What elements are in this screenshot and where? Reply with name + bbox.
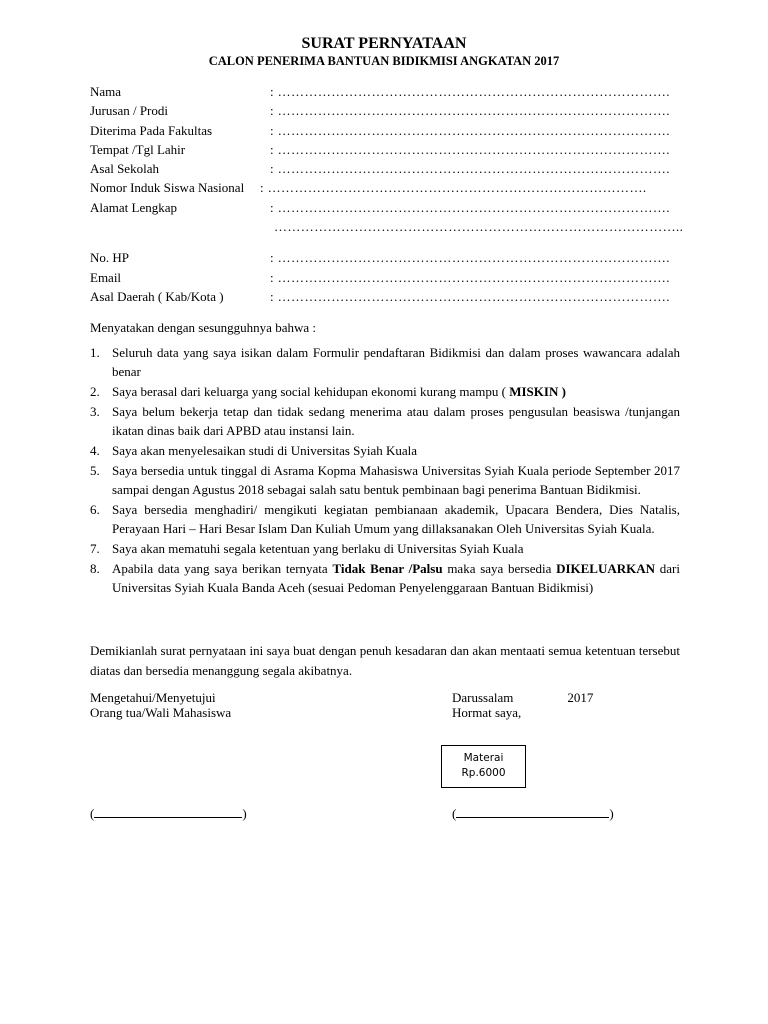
statement-number: 5. xyxy=(90,462,100,478)
stamp-duty-box xyxy=(441,745,526,788)
statement-text: Saya belum bekerja tetap dan tidak sedang menerima atau dalam proses pengusulan beasiswa /tunjangan ikatan dinas baik dari APBD atau instansi lain. xyxy=(112,403,680,439)
statement-text: dari Universitas Syiah Kuala Banda Aceh (sesuai Pedoman Penyelenggaraan Bantuan Bidikmisi) xyxy=(112,560,680,596)
student-signature-line xyxy=(452,804,614,823)
field-fill-line[interactable]: : ……………………………………………………………………………. xyxy=(270,122,670,138)
identity-fields xyxy=(90,82,690,306)
field-row xyxy=(90,159,690,178)
field-row xyxy=(90,140,690,159)
field-fill-line[interactable]: : ……………………………………………………………………………. xyxy=(270,269,670,285)
statement-item xyxy=(90,382,680,401)
field-fill-line[interactable]: : …………………………………………………………………………. xyxy=(260,180,647,196)
field-fill-line[interactable]: : ……………………………………………………………………………. xyxy=(270,288,670,304)
statement-item xyxy=(90,402,680,441)
statement-emphasis: Tidak Benar /Palsu xyxy=(332,560,443,576)
statement-emphasis: MISKIN xyxy=(509,384,559,400)
intro-text: Menyatakan dengan sesungguhnya bahwa : xyxy=(90,320,316,335)
field-row xyxy=(90,268,690,287)
student-block xyxy=(452,690,593,720)
document-title: SURAT PERNYATAAN xyxy=(301,35,467,52)
statement-text: Saya akan menyelesaikan studi di Universitas Syiah Kuala xyxy=(112,442,418,458)
field-label: No. HP xyxy=(90,250,130,266)
field-row xyxy=(90,121,690,140)
close-paren: ) xyxy=(242,806,247,821)
closing-paragraph: Demikianlah surat pernyataan ini saya buat dengan penuh kesadaran dan akan mentaati semua ketentuan tersebut diatas dan bersedia menanggung segala akibatnya. xyxy=(90,643,680,678)
open-paren: ( xyxy=(452,806,457,821)
signature-underline xyxy=(456,805,609,818)
statement-number: 6. xyxy=(90,501,100,517)
field-fill-line[interactable]: : ……………………………………………………………………………. xyxy=(270,103,670,119)
field-fill-line[interactable]: ……………………………………………………………………………….. xyxy=(274,219,684,235)
statement-number: 8. xyxy=(90,560,100,576)
statement-number: 1. xyxy=(90,345,100,360)
field-label: Asal Daerah ( Kab/Kota ) xyxy=(90,288,224,304)
statement-list xyxy=(90,343,680,598)
statement-text: Saya bersedia untuk tinggal di Asrama Kopma Mahasiswa Universitas Syiah Kuala periode September 2017 sampai dengan Agustus 2018 sebagai salah satu bentuk pembinaan bagi penerima Bantuan Bidikmisi. xyxy=(112,462,680,498)
statement-text: maka saya bersedia xyxy=(442,560,557,576)
statement-text: Saya bersedia menghadiri/ mengikuti kegiatan pembianaan akademik, Upacara Bendera, Dies Natalis, Perayaan Hari – Hari Besar Islam Dan Kuliah Umum yang dillaksanakan Oleh Universitas Syiah Kuala. xyxy=(112,501,680,537)
signature-underline xyxy=(94,805,242,818)
document-subtitle: CALON PENERIMA BANTUAN BIDIKMISI ANGKATAN 2017 xyxy=(208,54,560,68)
field-label: Tempat /Tgl Lahir xyxy=(90,141,186,157)
close-paren: ) xyxy=(609,806,614,821)
stamp-value: Rp.6000 xyxy=(461,767,506,779)
field-fill-line[interactable]: : ……………………………………………………………………………. xyxy=(270,141,670,157)
statement-item xyxy=(90,559,680,598)
regards-label: Hormat saya, xyxy=(452,705,522,720)
field-fill-line[interactable]: : ……………………………………………………………………………. xyxy=(270,84,670,99)
field-row xyxy=(90,178,690,197)
field-label: Diterima Pada Fakultas xyxy=(90,122,213,138)
field-row xyxy=(90,101,690,120)
statement-text: Saya akan mematuhi segala ketentuan yang berlaku di Universitas Syiah Kuala xyxy=(112,540,524,556)
year-text: 2017 xyxy=(567,690,594,705)
guardian-block xyxy=(90,690,231,720)
guardian-signature-line xyxy=(90,804,247,823)
field-label: Nomor Induk Siswa Nasional xyxy=(90,180,245,196)
approval-label: Mengetahui/Menyetujui xyxy=(90,690,216,705)
field-row xyxy=(90,82,690,101)
statement-text: Apabila data yang saya berikan ternyata xyxy=(112,560,333,576)
field-row xyxy=(90,287,690,306)
field-label: Alamat Lengkap xyxy=(90,199,177,215)
field-row xyxy=(90,217,690,236)
place-name: Darussalam xyxy=(452,690,514,705)
statement-emphasis: ) xyxy=(558,384,566,400)
field-label: Nama xyxy=(90,84,122,99)
statement-item xyxy=(90,441,680,460)
statement-text: Seluruh data yang saya isikan dalam Formulir pendaftaran Bidikmisi dan dalam proses wawancara adalah benar xyxy=(112,345,680,380)
field-fill-line[interactable]: : ……………………………………………………………………………. xyxy=(270,199,670,215)
field-row xyxy=(90,248,690,267)
statement-item xyxy=(90,500,680,539)
place-date-row xyxy=(452,690,593,705)
statement-number: 7. xyxy=(90,540,100,556)
open-paren: ( xyxy=(90,806,95,821)
statement-emphasis: DIKELUARKAN xyxy=(556,560,656,576)
field-row xyxy=(90,198,690,217)
statement-number: 3. xyxy=(90,403,100,419)
spacer xyxy=(90,236,690,248)
field-label: Email xyxy=(90,269,122,285)
statement-number: 2. xyxy=(90,384,100,400)
statement-number: 4. xyxy=(90,442,100,458)
field-fill-line[interactable]: : ……………………………………………………………………………. xyxy=(270,250,670,266)
field-label: Jurusan / Prodi xyxy=(90,103,168,119)
statement-text: Saya berasal dari keluarga yang social kehidupan ekonomi kurang mampu ( xyxy=(112,384,510,400)
guardian-label: Orang tua/Wali Mahasiswa xyxy=(90,705,232,720)
statement-item xyxy=(90,343,680,382)
field-label: Asal Sekolah xyxy=(90,161,159,177)
statement-item xyxy=(90,461,680,500)
statement-item xyxy=(90,539,680,558)
field-fill-line[interactable]: : ……………………………………………………………………………. xyxy=(270,161,670,177)
stamp-label: Materai xyxy=(463,752,504,764)
